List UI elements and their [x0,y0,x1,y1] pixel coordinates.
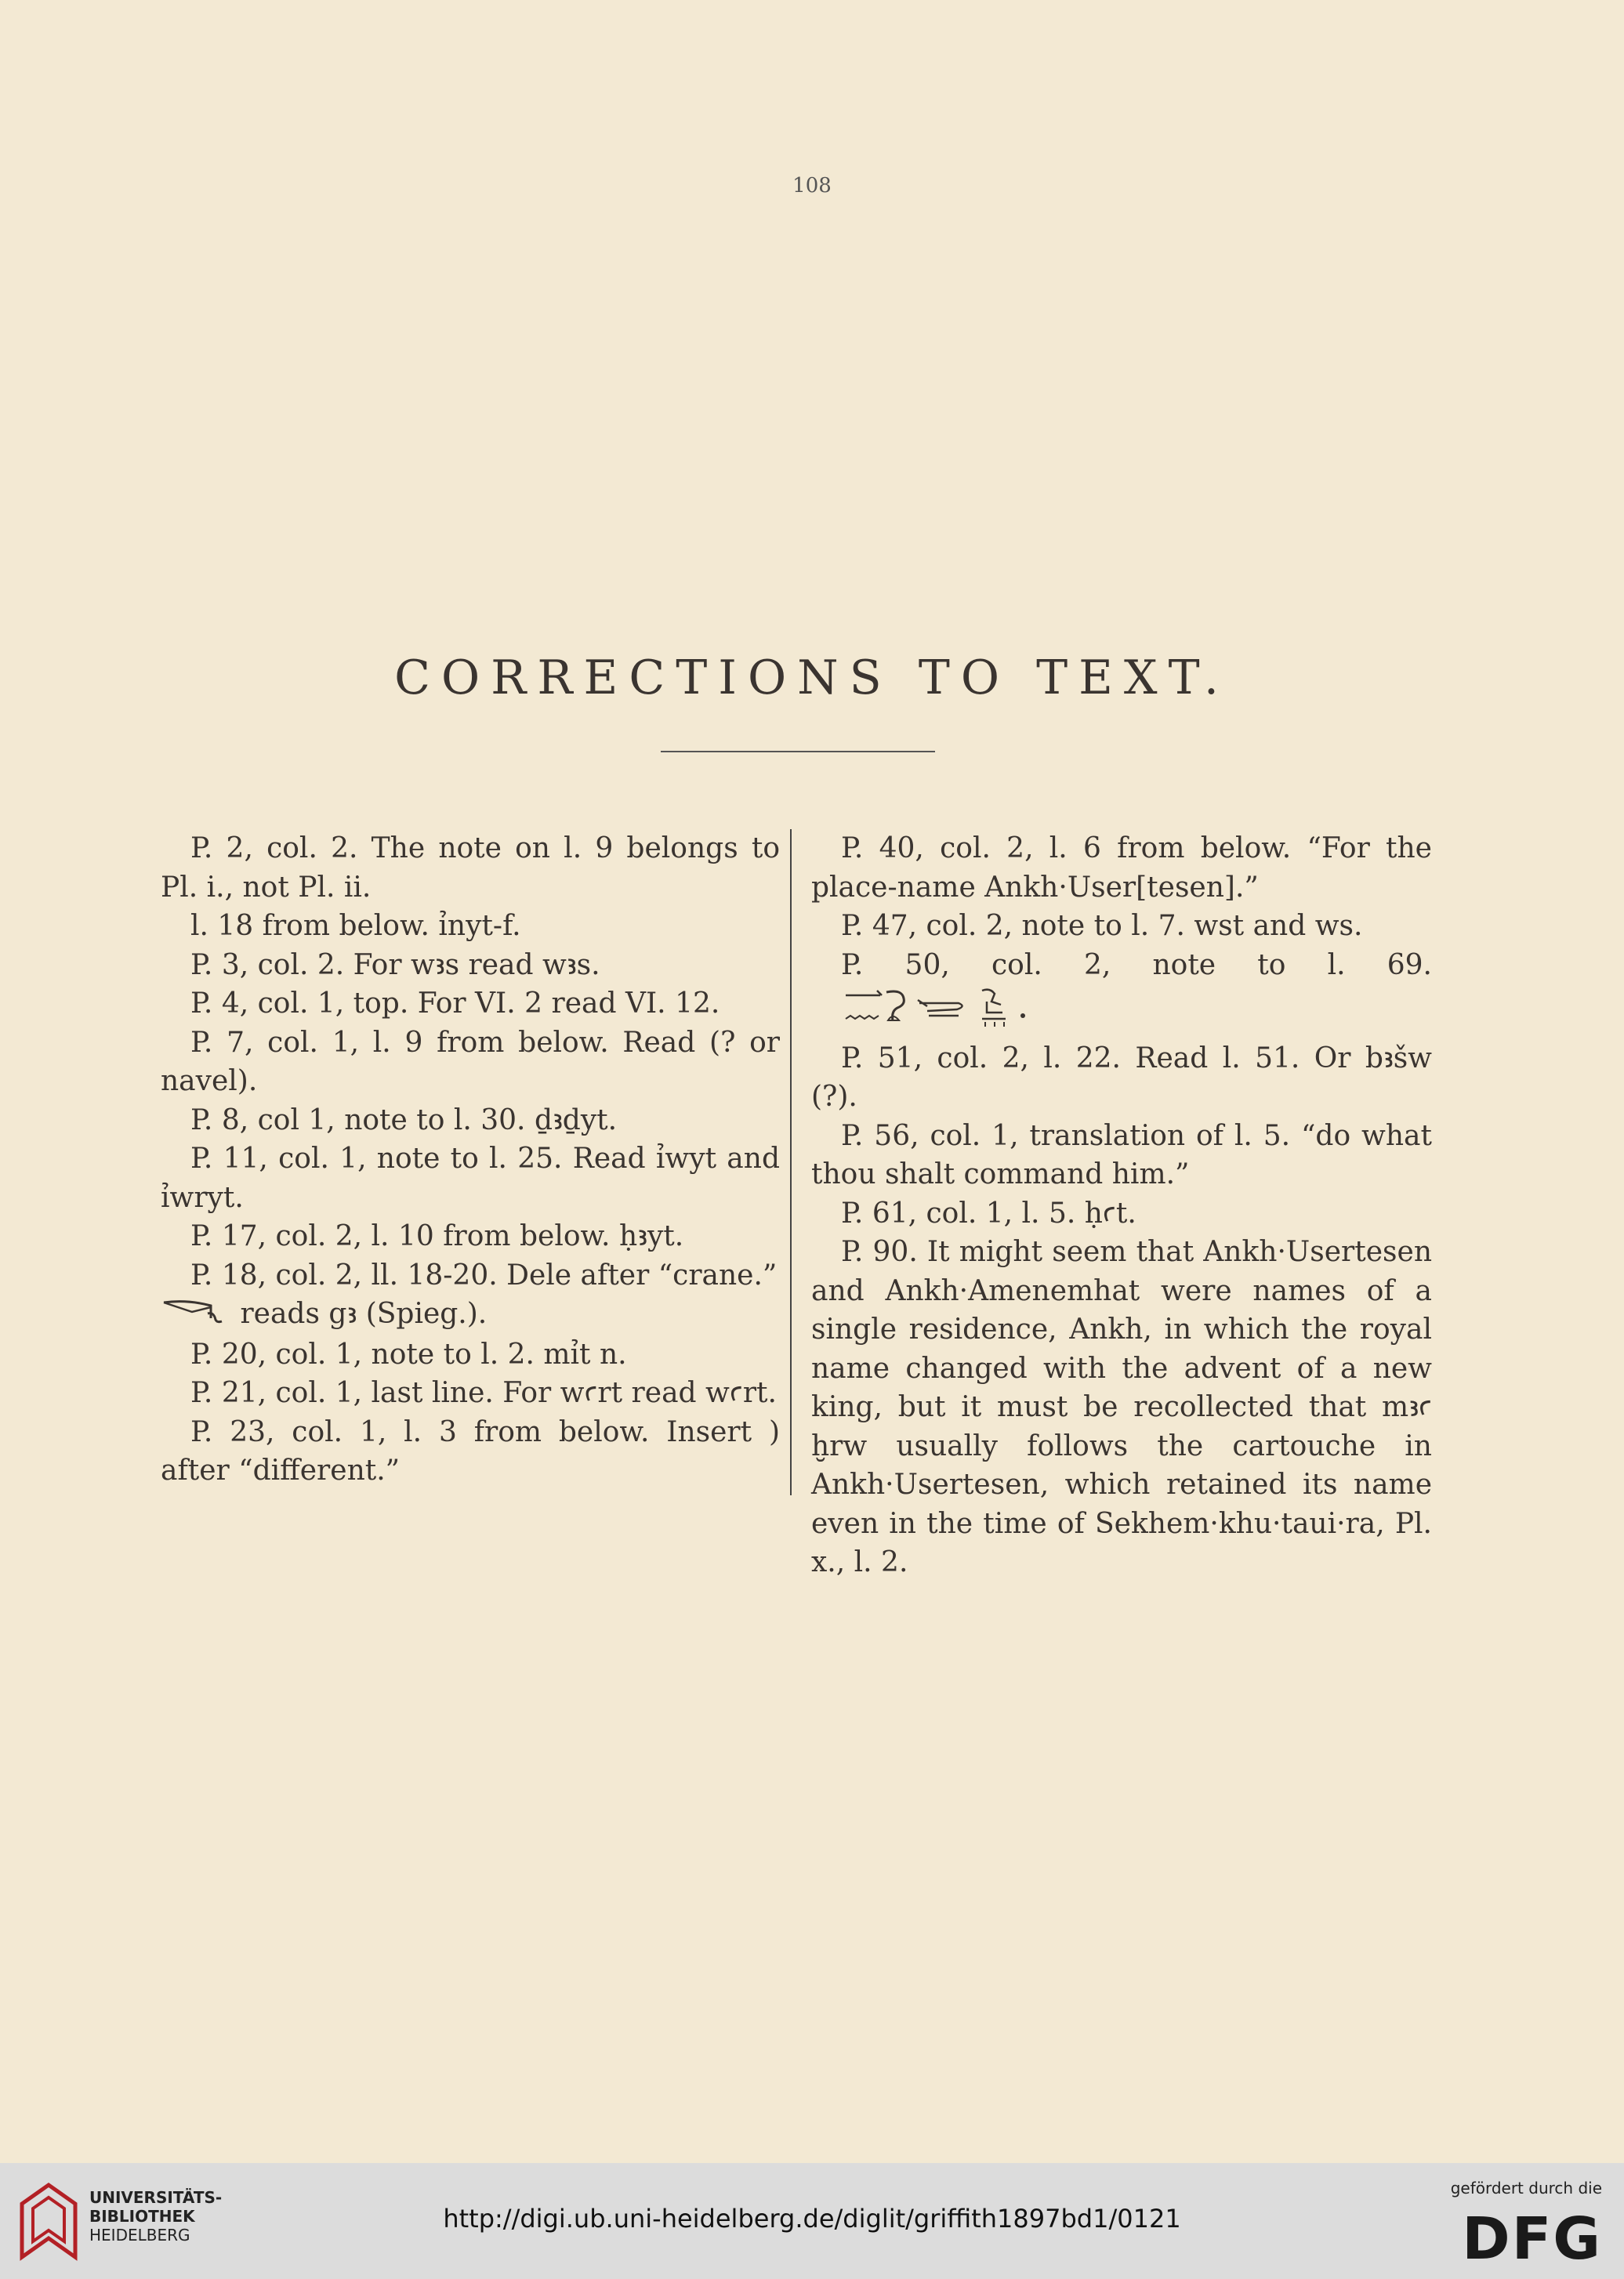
correction-entry-text: reads gꜣ (Spieg.). [240,1298,488,1330]
correction-entry: P. 4, col. 1, top. For VI. 2 read VI. 12. [190,987,720,1020]
page-number: 108 [792,174,832,197]
correction-entry-with-glyph [811,946,1432,1039]
correction-entry: P. 40, col. 2, l. 6 from below. “For the place-name Ankh·User[tesen].” [811,832,1432,904]
correction-entry-with-glyph [161,1295,780,1335]
left-column [161,829,780,1491]
dfg-logo: DFG [1462,2205,1602,2273]
correction-entry: P. 20, col. 1, note to l. 2. mỉt n. [190,1338,627,1371]
column-divider [790,829,792,1495]
correction-entry: P. 7, col. 1, l. 9 from below. Read (? or navel). [161,1026,780,1097]
library-name-line: HEIDELBERG [89,2226,190,2245]
source-url-link[interactable]: http://digi.ub.uni-heidelberg.de/diglit/griffith1897bd1/0121 [443,2204,1181,2234]
right-column [811,829,1432,1582]
correction-entry-text: P. 50, col. 2, note to l. 69. [841,948,1432,981]
correction-entry: P. 61, col. 1, l. 5. ḥꜥt. [841,1197,1136,1230]
funding-label: gefördert durch die [1450,2179,1602,2197]
correction-entry: P. 90. It might seem that Ankh·Usertesen and Ankh·Amenemhat were names of a single residence, Ankh, in which the royal name changed with the advent of a new king, but it must be recollected that mꜣꜥ ḫrw usually follows the cartouche in Ankh·Usertesen, which retained its name even in the time of Sekhem·khu·taui·ra, Pl. x., l. 2. [811,1236,1432,1578]
footer-bar [0,2163,1624,2279]
correction-entry: P. 21, col. 1, last line. For wꜥrt read wꜥrt. [190,1377,777,1410]
correction-entry: P. 56, col. 1, translation of l. 5. “do what thou shalt command him.” [811,1119,1432,1190]
correction-entry: P. 11, col. 1, note to l. 25. Read ỉwyt and ỉwryt. [161,1143,780,1214]
page-title: CORRECTIONS TO TEXT. [394,650,1230,706]
hieroglyph-icon [161,1296,231,1335]
correction-entry: P. 17, col. 2, l. 10 from below. ḥꜣyt. [190,1220,684,1252]
correction-entry: P. 23, col. 1, l. 3 from below. Insert ) after “different.” [161,1415,780,1487]
correction-entry: P. 51, col. 2, l. 22. Read l. 51. Or bꜣšw (?). [811,1042,1432,1113]
correction-entry: P. 47, col. 2, note to l. 7. wst and ws. [841,910,1363,942]
correction-entry: P. 18, col. 2, ll. 18-20. Dele after “crane.” [190,1259,778,1292]
correction-entry: P. 2, col. 2. The note on l. 9 belongs to Pl. i., not Pl. ii. [161,832,780,904]
hieroglyph-group-icon [811,984,1053,1039]
correction-entry: P. 3, col. 2. For wꜣs read wꜣs. [190,948,600,981]
correction-entry: l. 18 from below. ỉnyt-f. [190,910,521,942]
title-rule [661,751,935,752]
library-name-line: UNIVERSITÄTS- [89,2188,223,2207]
library-name-line: BIBLIOTHEK [89,2207,195,2226]
correction-entry: P. 8, col 1, note to l. 30. ḏꜣḏyt. [190,1103,618,1136]
